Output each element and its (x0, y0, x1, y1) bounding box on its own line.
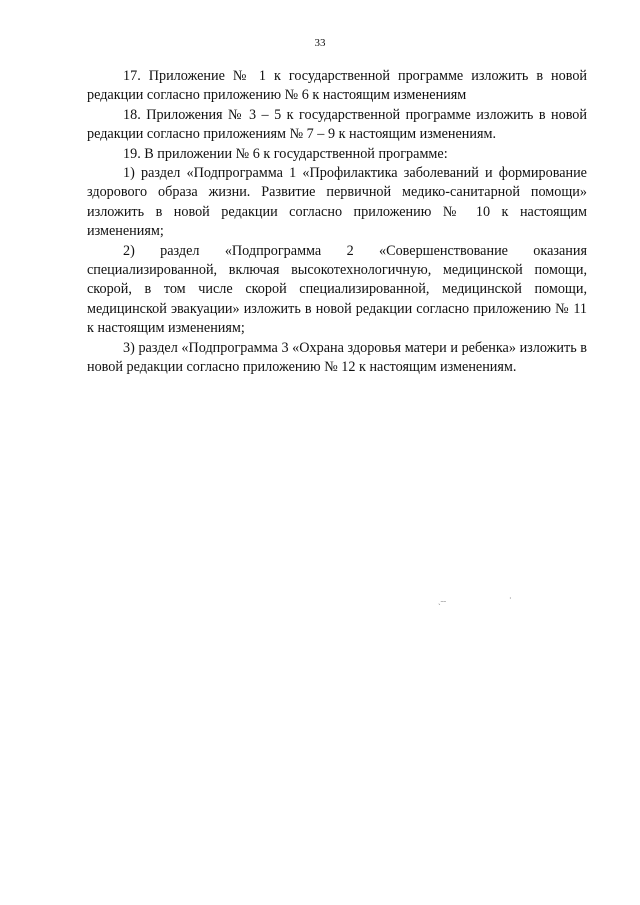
scan-artifact-mark: ˏ˗˗ (438, 596, 446, 605)
paragraph-18: 18. Приложения № 3 – 5 к государственной программе изложить в новой редакции согласно приложениям № 7 – 9 к настоящим изменениям. (87, 106, 587, 143)
paragraph-19-item-2: 2) раздел «Подпрограмма 2 «Совершенствование оказания специализированной, включая высокотехнологичную, медицинской помощи, скорой, в том числе скорой специализированной, медицинской помощи, медицинской эвакуации» изложить в новой редакции согласно приложению № 11 к настоящим изменениям; (87, 242, 587, 337)
paragraph-19-item-1: 1) раздел «Подпрограмма 1 «Профилактика заболеваний и формирование здорового образа жизни. Развитие первичной медико-санитарной помощи» изложить в новой редакции согласно приложению № 10 к настоящим изменениям; (87, 165, 587, 240)
page-number: 33 (314, 37, 326, 49)
paragraph-19: 19. В приложении № 6 к государственной программе: (123, 145, 448, 162)
scan-artifact-dot: · (509, 594, 512, 603)
paragraph-17: 17. Приложение № 1 к государственной программе изложить в новой редакции согласно приложению № 6 к настоящим изменениям (87, 68, 587, 104)
paragraph-19-item-3: 3) раздел «Подпрограмма 3 «Охрана здоровья матери и ребенка» изложить в новой редакции согласно приложению № 12 к настоящим изменениям. (87, 339, 587, 376)
document-body (87, 67, 587, 378)
